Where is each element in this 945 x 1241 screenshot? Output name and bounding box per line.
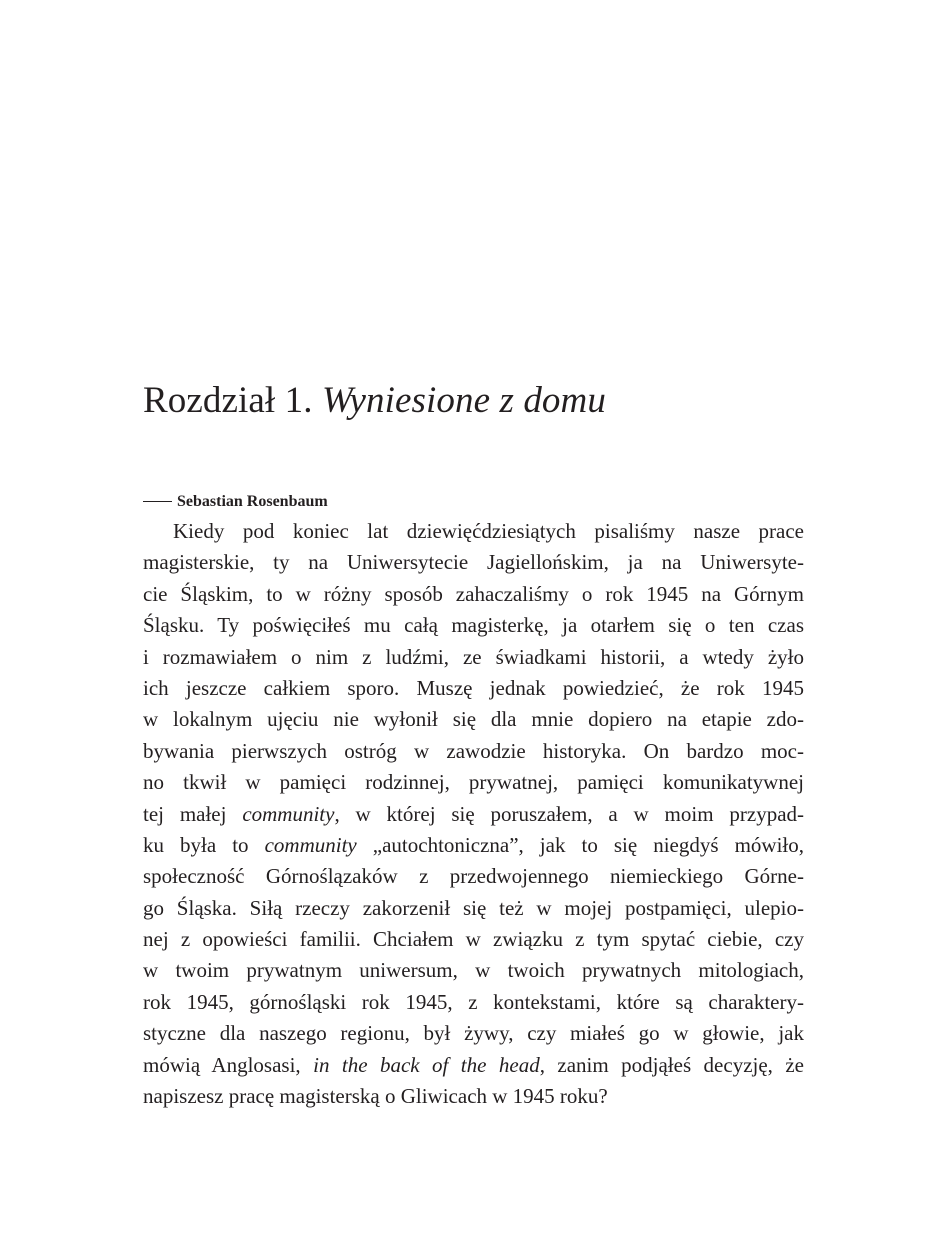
text-segment: bywania pierwszych ostróg w zawodzie historyka. On bardzo moc- — [143, 738, 804, 763]
text-segment: Śląsku. Ty poświęciłeś mu całą magisterkę, ja otarłem się o ten czas — [143, 613, 804, 638]
text-line — [143, 579, 804, 610]
text-segment: ku była to — [143, 832, 265, 857]
text-segment: no tkwił w pamięci rodzinnej, prywatnej, pamięci komunikatywnej — [143, 770, 804, 795]
text-segment: tej małej — [143, 801, 243, 826]
chapter-number: Rozdział 1. — [143, 380, 313, 421]
text-line — [143, 642, 804, 673]
body-paragraph — [143, 516, 804, 1112]
text-segment: , zanim podjąłeś decyzję, że — [539, 1052, 804, 1077]
text-line — [143, 987, 804, 1018]
text-segment: nej z opowieści familii. Chciałem w związku z tym spytać ciebie, czy — [143, 927, 804, 952]
text-segment: ich jeszcze całkiem sporo. Muszę jednak powiedzieć, że rok 1945 — [143, 675, 804, 700]
italic-phrase-in-the-back-of-the-head: in the back of the head — [313, 1052, 540, 1077]
text-line — [143, 610, 804, 641]
speaker-name: Sebastian Rosenbaum — [177, 493, 328, 510]
text-segment: , w której się poruszałem, a w moim przypad- — [334, 801, 805, 826]
chapter-title — [143, 377, 606, 425]
text-line — [143, 955, 804, 986]
text-segment: w twoim prywatnym uniwersum, w twoich prywatnych mitologiach, — [143, 958, 804, 983]
text-line — [143, 736, 804, 767]
chapter-title-italic: Wyniesione z domu — [321, 380, 606, 421]
text-line — [143, 861, 804, 892]
text-line — [143, 673, 804, 704]
italic-term-community: community — [242, 801, 335, 826]
text-line — [143, 924, 804, 955]
text-line — [143, 1081, 804, 1112]
text-segment: magisterskie, ty na Uniwersytecie Jagiellońskim, ja na Uniwersyte- — [143, 550, 804, 575]
text-line — [143, 1050, 804, 1081]
text-segment: w lokalnym ujęciu nie wyłonił się dla mnie dopiero na etapie zdo- — [143, 707, 804, 732]
text-line — [143, 547, 804, 578]
text-segment: „autochtoniczna”, jak to się niegdyś mówiło, — [356, 832, 804, 857]
em-dash-rule — [143, 501, 172, 502]
text-segment: i rozmawiałem o nim z ludźmi, ze świadkami historii, a wtedy żyło — [143, 644, 804, 669]
text-line — [143, 893, 804, 924]
text-segment: społeczność Górnoślązaków z przedwojennego niemieckiego Górne- — [143, 864, 804, 889]
text-line — [143, 516, 804, 547]
text-segment: rok 1945, górnośląski rok 1945, z kontekstami, które są charaktery- — [143, 989, 804, 1014]
speaker-label — [143, 491, 328, 513]
text-line — [143, 830, 804, 861]
text-segment: styczne dla naszego regionu, był żywy, czy miałeś go w głowie, jak — [143, 1021, 804, 1046]
text-line — [143, 799, 804, 830]
text-line — [143, 704, 804, 735]
text-segment: Kiedy pod koniec lat dziewięćdziesiątych pisaliśmy nasze prace — [173, 519, 804, 543]
italic-term-community: community — [264, 832, 357, 857]
text-segment: napiszesz pracę magisterską o Gliwicach w 1945 roku? — [143, 1084, 608, 1109]
text-segment: go Śląska. Siłą rzeczy zakorzenił się też w mojej postpamięci, ulepio- — [143, 895, 804, 920]
text-segment: mówią Anglosasi, — [143, 1052, 314, 1077]
text-line — [143, 767, 804, 798]
text-segment: cie Śląskim, to w różny sposób zahaczaliśmy o rok 1945 na Górnym — [143, 581, 804, 606]
text-line — [143, 1018, 804, 1049]
